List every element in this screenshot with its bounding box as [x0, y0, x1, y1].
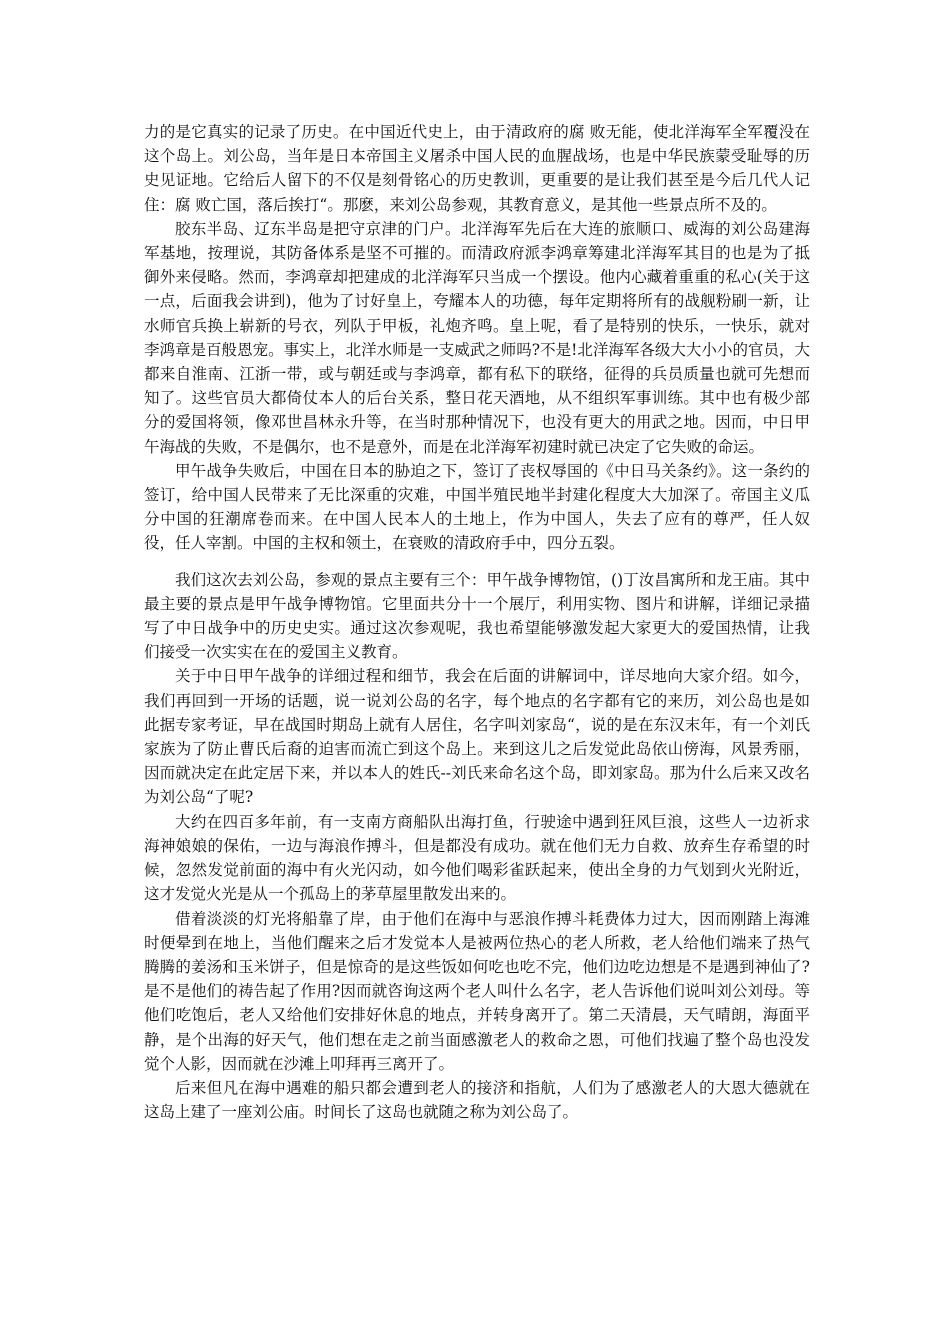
- paragraph-liugong-temple: 后来但凡在海中遇难的船只都会遭到老人的接济和指航，人们为了感激老人的大恩大德就在这岛上建了一座刘公庙。时间长了这岛也就随之称为刘公岛了。: [144, 1078, 810, 1122]
- paragraph-intro-continuation: 力的是它真实的记录了历史。在中国近代史上，由于清政府的腐 败无能，使北洋海军全军覆没在这个岛上。刘公岛，当年是日本帝国主义屠杀中国人民的血腥战场，也是中华民族蒙受耻辱的历史见证地。它给后人留下的不仅是刻骨铭心的历史教训，更重要的是让我们甚至是今后几代人记住：腐 败亡国，落后挨打“。那麽，来刘公岛参观，其教育意义，是其他一些景点所不及的。: [144, 123, 810, 214]
- paragraph-legend-rescue: 借着淡淡的灯光将船靠了岸，由于他们在海中与恶浪作搏斗耗费体力过大，因而刚踏上海滩时便晕到在地上，当他们醒来之后才发觉本人是被两位热心的老人所救，老人给他们端来了热气腾腾的姜汤和玉米饼子，但是惊奇的是这些饭如何吃也吃不完，他们边吃边想是不是遇到神仙了?是不是他们的祷告起了作用?因而就咨询这两个老人叫什么名字，老人告诉他们说叫刘公刘母。等他们吃饱后，老人又给他们安排好休息的地点，并转身离开了。第二天清晨，天气晴朗，海面平静，是个出海的好天气，他们想在走之前当面感激老人的救命之恩，可他们找遍了整个岛也没发觉个人影，因而就在沙滩上叩拜再三离开了。: [144, 909, 810, 1073]
- paragraph-legend-storm: 大约在四百多年前，有一支南方商船队出海打鱼，行驶途中遇到狂风巨浪，这些人一边祈求海神娘娘的保佑，一边与海浪作搏斗，但是都没有成功。就在他们无力自救、放弃生存希望的时候，忽然发觉前面的海中有火光闪动，如今他们喝彩雀跃起来，使出全身的力气划到火光附近，这才发觉火光是从一个孤岛上的茅草屋里散发出来的。: [144, 812, 810, 904]
- paragraph-gap: [144, 556, 810, 568]
- paragraph-attractions: 我们这次去刘公岛，参观的景点主要有三个：甲午战争博物馆，()丁汝昌寓所和龙王庙。其中最主要的景点是甲午战争博物馆。它里面共分十一个展厅，利用实物、图片和讲解，详细记录描写了中日战争中的历史史实。通过这次参观呢，我也希望能够激发起大家更大的爱国热情，让我们接受一次实实在在的爱国主义教育。: [144, 570, 810, 662]
- paragraph-island-name-origin: 关于中日甲午战争的详细过程和细节，我会在后面的讲解词中，详尽地向大家介绍。如今，我们再回到一开场的话题，说一说刘公岛的名字，每个地点的名字都有它的来历，刘公岛也是如此据专家考证，早在战国时期岛上就有人居住，名字叫刘家岛“，说的是在东汉末年，有一个刘氏家族为了防止曹氏后裔的迫害而流亡到这个岛上。来到这儿之后发觉此岛依山傍海，风景秀丽，因而就决定在此定居下来，并以本人的姓氏--刘氏来命名这个岛，即刘家岛。那为什么后来又改名为刘公岛“了呢?: [144, 667, 810, 807]
- document-page: [144, 120, 810, 1124]
- paragraph-beiyang-navy: 胶东半岛、辽东半岛是把守京津的门户。北洋海军先后在大连的旅顺口、威海的刘公岛建海军基地，按理说，其防备体系是坚不可摧的。而清政府派李鸿章筹建北洋海军其目的也是为了抵御外来侵略。然而，李鸿章却把建成的北洋海军只当成一个摆设。他内心藏着重重的私心(关于这一点，后面我会讲到)，他为了讨好皇上，夸耀本人的功德，每年定期将所有的战舰粉刷一新，让水师官兵换上崭新的号衣，列队于甲板，礼炮齐鸣。皇上呢，看了是特别的快乐，一快乐，就对李鸿章是百般恩宠。事实上，北洋水师是一支威武之师吗?不是!北洋海军各级大大小小的官员，大都来自淮南、江浙一带，或与朝廷或与李鸿章，都有私下的联络，征得的兵员质量也就可先想而知了。这些官员大都倚仗本人的后台关系，整日花天酒地，从不组织军事训练。其中也有极少部分的爱国将领，像邓世昌林永升等，在当时那种情况下，也没有更大的用武之地。因而，中日甲午海战的失败，不是偶尔，也不是意外，而是在北洋海军初建时就已决定了它失败的命运。: [144, 219, 810, 456]
- paragraph-treaty-of-shimonoseki: 甲午战争失败后，中国在日本的胁迫之下，签订了丧权辱国的《中日马关条约》。这一条约的签订，给中国人民带来了无比深重的灾难，中国半殖民地半封建化程度大大加深了。帝国主义瓜分中国的狂潮席卷而来。在中国人民本人的土地上，作为中国人，失去了应有的尊严，任人奴役，任人宰割。中国的主权和领土，在衰败的清政府手中，四分五裂。: [144, 461, 810, 553]
